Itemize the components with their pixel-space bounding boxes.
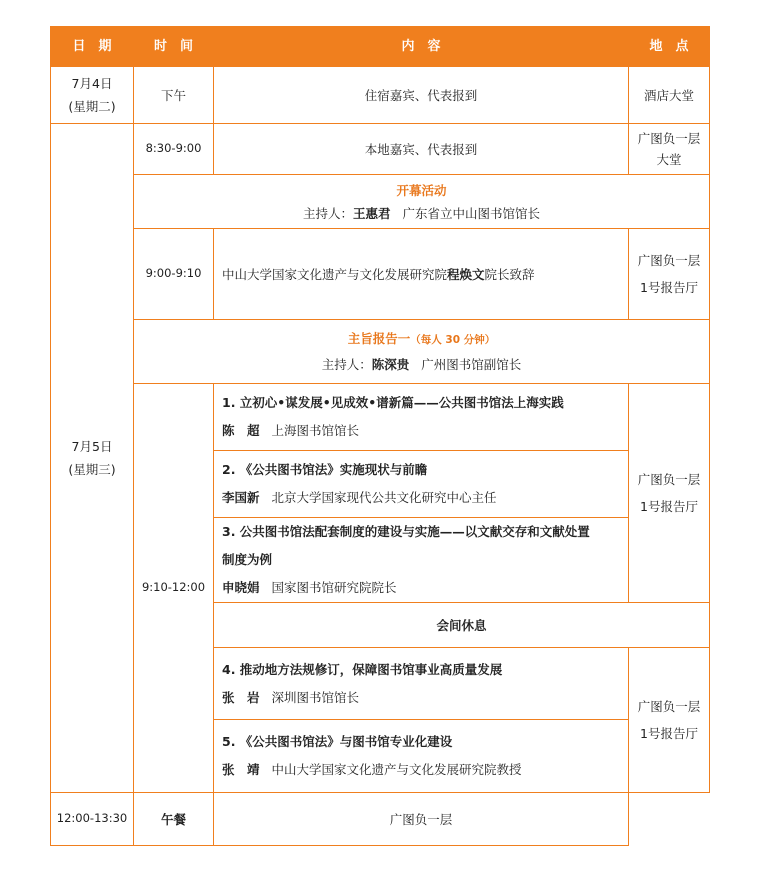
opening-host-title: 广东省立中山图书馆馆长 [402,205,541,221]
opening-host-label: 主持人： [302,205,353,221]
talk-5-speaker-line [222,756,628,784]
talk-1-speaker: 陈 超 [222,423,260,438]
talk-3-speaker: 申晓娟 [222,580,260,595]
lunch-venue: 广图负一层 [214,793,629,846]
session-venue-1 [629,384,710,603]
talk-3-speaker-line [222,574,628,602]
talk-4-speaker: 张 岩 [222,689,260,705]
speech-time: 9:00-9:10 [134,229,214,320]
talk-3-title: 3. 公共图书馆法配套制度的建设与实施——以文献交存和文献处置 [222,524,590,539]
lunch-time: 12:00-13:30 [51,793,134,846]
talk-5-affil: 中山大学国家文化遗产与文化发展研究院教授 [271,762,522,777]
header-row [51,27,710,67]
row-checkin [51,124,710,175]
header-date: 日 期 [51,27,134,67]
talk-4-speaker-line [222,684,628,712]
talk-2-speaker: 李国新 [222,490,260,505]
talk-5-speaker: 张 靖 [222,762,260,777]
keynote-title: 主旨报告一 [347,331,411,347]
talk-1 [214,384,629,451]
session-venue-1-line1: 广图负一层 [637,472,701,487]
speech-content-post: 院长致辞 [484,266,535,282]
day1-time: 下午 [134,67,214,124]
talk-5-title: 5. 《公共图书馆法》与图书馆专业化建设 [222,734,453,749]
talk-5 [214,720,629,793]
keynote-note: （每人 30 分钟） [410,334,496,347]
talk-3-title-cont: 制度为例 [222,552,273,567]
keynote-cell [134,320,710,384]
row-opening [51,175,710,229]
talk-2 [214,451,629,518]
talk-3 [214,518,629,603]
checkin-venue-line1: 广图负一层 [637,131,701,146]
header-content: 内 容 [214,27,629,67]
day1-date-cell [51,67,134,124]
schedule-table [50,26,710,846]
talk-2-speaker-line [222,484,628,512]
header-time: 时 间 [134,27,214,67]
row-keynote [51,320,710,384]
session-venue-1-line2: 1号报告厅 [640,499,698,514]
keynote-host [134,357,709,372]
talk-3-affil: 国家图书馆研究院院长 [271,580,397,595]
session-venue-2-line2: 1号报告厅 [640,726,698,741]
keynote-host-name: 陈深贵 [371,356,410,372]
keynote-title-line [134,331,709,347]
talk-1-speaker-line [222,417,628,445]
opening-host-name: 王惠君 [352,205,391,221]
speech-venue [629,229,710,320]
day1-content: 住宿嘉宾、代表报到 [214,67,629,124]
day1-date: 7月4日 [71,76,113,91]
opening-title: 开幕活动 [396,182,447,198]
session-venue-2 [629,648,710,793]
header-venue: 地 点 [629,27,710,67]
talk-1-affil: 上海图书馆馆长 [271,423,360,438]
talk-1-title: 1. 立初心•谋发展•见成效•谱新篇——公共图书馆法上海实践 [222,395,564,410]
talk-2-title: 2. 《公共图书馆法》实施现状与前瞻 [222,462,428,477]
keynote-host-title: 广州图书馆副馆长 [421,356,522,372]
row-speech [51,229,710,320]
day2-weekday: (星期三) [68,462,116,477]
speech-content-name: 程焕文 [447,266,485,282]
speech-content-pre: 中山大学国家文化遗产与文化发展研究院 [222,266,448,282]
checkin-time: 8:30-9:00 [134,124,214,175]
row-lunch [51,793,710,846]
checkin-content: 本地嘉宾、代表报到 [214,124,629,175]
session-time: 9:10-12:00 [134,384,214,793]
row-talk-1 [51,384,710,451]
speech-content [214,229,629,320]
checkin-venue-line2: 大堂 [656,152,682,167]
talk-2-affil: 北京大学国家现代公共文化研究中心主任 [271,490,497,505]
talk-4-affil: 深圳图书馆馆长 [271,689,360,705]
lunch-content: 午餐 [134,793,214,846]
day1-weekday: (星期二) [68,99,116,114]
day2-date: 7月5日 [71,439,113,454]
opening-host [134,206,709,221]
day1-venue: 酒店大堂 [629,67,710,124]
speech-venue-line2: 1号报告厅 [640,280,698,295]
speech-venue-line1: 广图负一层 [637,253,701,268]
keynote-host-label: 主持人： [321,356,372,372]
session-venue-2-line1: 广图负一层 [637,699,701,714]
break-cell: 会间休息 [214,603,710,648]
checkin-venue [629,124,710,175]
opening-cell [134,175,710,229]
day2-date-cell [51,124,134,793]
talk-4-title: 4. 推动地方法规修订，保障图书馆事业高质量发展 [222,661,503,677]
talk-4 [214,648,629,720]
row-day1 [51,67,710,124]
